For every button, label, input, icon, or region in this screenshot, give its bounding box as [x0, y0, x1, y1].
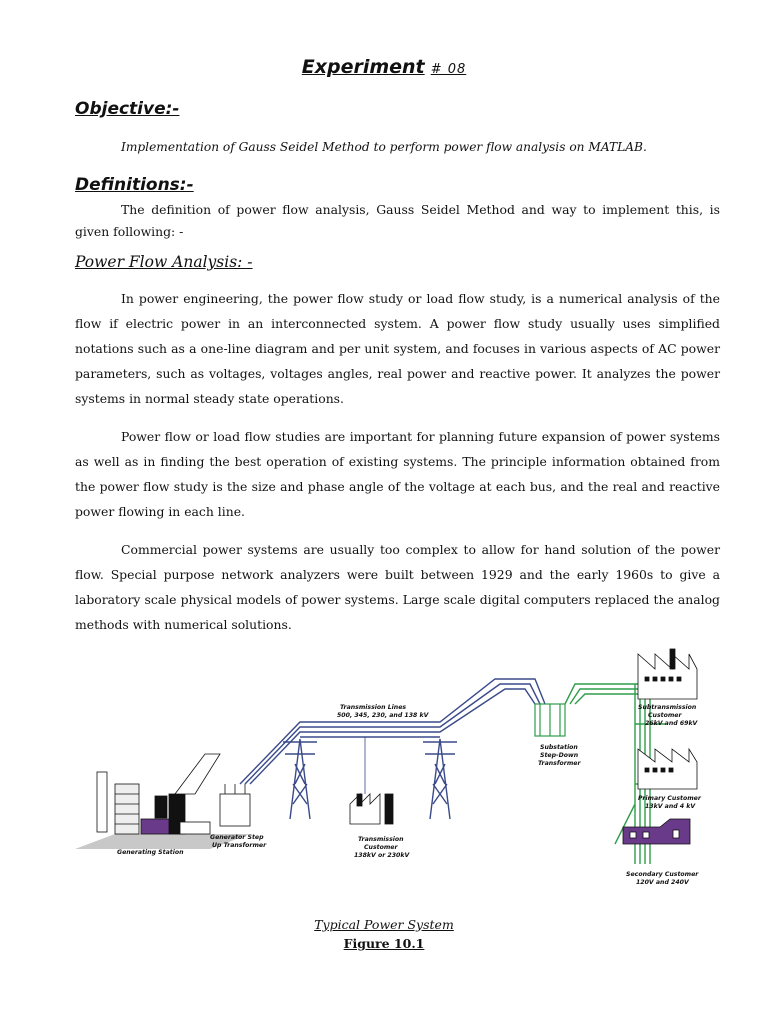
objective-text: Implementation of Gauss Seidel Method to perform power flow analysis on MATLAB.: [121, 140, 647, 154]
label-transmission-lines-2: 500, 345, 230, and 138 kV: [337, 712, 429, 719]
label-subtrans-3: 26kV and 69kV: [645, 720, 698, 727]
label-gen-transformer-2: Up Transformer: [212, 842, 267, 849]
label-substation-2: Step-Down: [540, 752, 579, 759]
paragraph-2: Power flow or load flow studies are important for planning future expansion of power systems as well as in finding the best operation of existing systems. The principle information obtained from the power flow study is the size and phase angle of the voltage at each bus, and the real and reactive power flowing in each line.: [75, 429, 720, 519]
label-trans-customer-3: 138kV or 230kV: [354, 852, 410, 859]
objective-heading: Objective:-: [75, 99, 180, 119]
label-substation-1: Substation: [540, 744, 578, 751]
label-generating-station: Generating Station: [117, 849, 184, 856]
paragraph-1: In power engineering, the power flow study or load flow study, is a numerical analysis of the flow if electric power in an interconnected system. A power flow study usually uses simplified notations such as a one-line diagram and per unit system, and focuses in various aspects of AC power parameters, such as voltages, voltages angles, real power and reactive power. It analyzes the power systems in normal steady state operations.: [75, 291, 720, 406]
transmission-tower-1-icon: [283, 739, 317, 819]
definitions-text: The definition of power flow analysis, Gauss Seidel Method and way to implement this, is given following: -: [75, 202, 720, 239]
power-flow-heading: Power Flow Analysis: -: [75, 253, 253, 271]
label-trans-customer-1: Transmission: [358, 836, 404, 843]
experiment-number: # 08: [430, 62, 467, 77]
label-primary-2: 13kV and 4 kV: [645, 803, 696, 810]
experiment-label: Experiment: [301, 56, 425, 78]
figure-number: Figure 10.1: [343, 936, 425, 951]
paragraph-3: Commercial power systems are usually too complex to allow for hand solution of the power flow. Special purpose network analyzers were built between 1929 and the early 1960s to give a laboratory scale physical models of power systems. Large scale digital computers replaced the analog methods with numerical solutions.: [75, 542, 720, 632]
secondary-customer-icon: [623, 819, 690, 844]
label-substation-3: Transformer: [538, 760, 581, 767]
label-secondary-1: Secondary Customer: [626, 871, 699, 878]
power-system-diagram: [75, 644, 710, 894]
substation-transformer-icon: [535, 704, 565, 736]
label-primary-1: Primary Customer: [638, 795, 701, 802]
label-transmission-lines-1: Transmission Lines: [340, 704, 407, 711]
experiment-title: [0, 56, 768, 78]
figure-caption: Typical Power System: [314, 917, 454, 932]
definitions-heading: Definitions:-: [75, 175, 194, 195]
primary-customer-icon: [638, 749, 697, 789]
transmission-customer-icon: [350, 737, 393, 824]
label-secondary-2: 120V and 240V: [636, 879, 689, 886]
subtransmission-customer-icon: [638, 649, 697, 699]
label-subtrans-1: Subtransmission: [638, 704, 697, 711]
transmission-tower-2-icon: [423, 739, 457, 819]
generating-station-icon: [97, 754, 220, 834]
transmission-lines: [240, 679, 545, 784]
label-trans-customer-2: Customer: [364, 844, 398, 851]
step-up-transformer-icon: [220, 784, 250, 826]
label-gen-transformer-1: Generator Step: [210, 834, 264, 841]
label-subtrans-2: Customer: [648, 712, 682, 719]
